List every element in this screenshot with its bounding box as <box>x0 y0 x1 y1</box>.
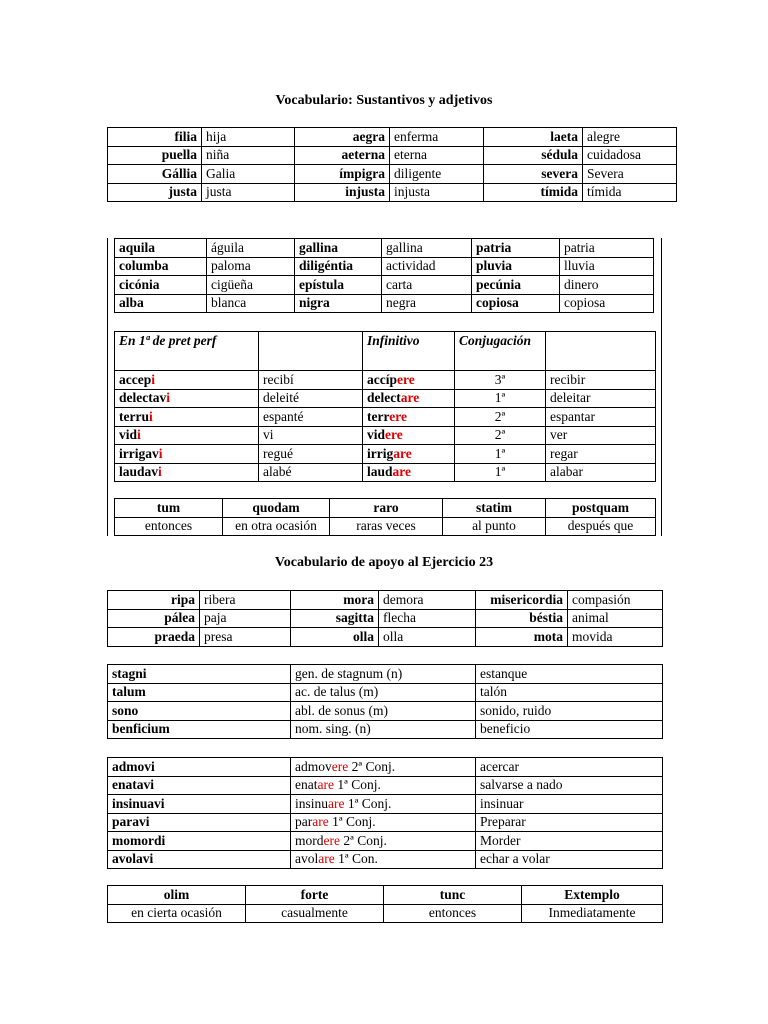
infinitive <box>291 758 476 777</box>
latin-verb: insinuavi <box>108 795 291 814</box>
latin-word: ripa <box>108 591 200 610</box>
title-sustantivos: Vocabulario: Sustantivos y adjetivos <box>275 93 493 108</box>
translation: alabé <box>259 463 363 482</box>
conj: 1ª Con. <box>334 851 378 867</box>
stem: enat <box>295 777 318 793</box>
infinitive <box>363 445 455 464</box>
meaning: tímida <box>583 183 677 202</box>
grammar: abl. de sonus (m) <box>291 702 476 721</box>
stem: vid <box>367 427 386 443</box>
stem: accep <box>119 371 152 387</box>
conj: 2ª Conj. <box>348 758 396 774</box>
translation: regué <box>259 445 363 464</box>
header-empty <box>259 332 363 371</box>
table-row <box>108 628 663 647</box>
ending: i <box>166 390 170 406</box>
meaning: acercar <box>476 758 663 777</box>
conjugation: 2ª <box>455 408 546 427</box>
meaning: ribera <box>200 591 291 610</box>
table-row <box>115 463 656 482</box>
meaning: niña <box>202 146 295 165</box>
adverb: statim <box>443 499 546 518</box>
meaning: Preparar <box>476 813 663 832</box>
latin-word: alba <box>115 294 207 313</box>
ending: are <box>328 795 345 811</box>
table-row <box>108 720 663 739</box>
latin-word: pecúnia <box>472 276 560 295</box>
latin-word: gallina <box>295 239 382 258</box>
meaning: hija <box>202 128 295 147</box>
perfect-form <box>115 463 259 482</box>
stem: terr <box>367 408 390 424</box>
latin-verb: paravi <box>108 813 291 832</box>
table-row <box>108 886 663 905</box>
latin-word: pluvia <box>472 257 560 276</box>
meaning: movida <box>568 628 663 647</box>
latin-word: olla <box>291 628 379 647</box>
latin-word: benficium <box>108 720 291 739</box>
table-apoyo-sustantivos <box>107 590 663 647</box>
stem: avol <box>295 851 319 867</box>
meaning: enferma <box>390 128 484 147</box>
ending: are <box>312 814 329 830</box>
table-row <box>108 128 677 147</box>
latin-word: diligéntia <box>295 257 382 276</box>
ending: are <box>392 464 412 480</box>
table-apoyo-sustantivos-2 <box>107 664 663 739</box>
perfect-form <box>115 426 259 445</box>
conjugation: 1ª <box>455 389 546 408</box>
infinitive <box>363 426 455 445</box>
adverb: tum <box>115 499 223 518</box>
header-infinitivo: Infinitivo <box>363 332 455 371</box>
adverb: tunc <box>384 886 522 905</box>
latin-word: misericordia <box>476 591 568 610</box>
table-row <box>115 408 656 427</box>
table-apoyo-adverbios <box>107 885 663 923</box>
ending: i <box>158 464 162 480</box>
meaning: paja <box>200 609 291 628</box>
table-row <box>115 371 656 390</box>
perfect-form <box>115 408 259 427</box>
table-row <box>108 165 677 184</box>
latin-word: sédula <box>484 146 583 165</box>
meaning: estanque <box>476 665 663 684</box>
meaning: deleitar <box>546 389 656 408</box>
latin-word: sagitta <box>291 609 379 628</box>
meaning: flecha <box>379 609 476 628</box>
latin-word: aquila <box>115 239 207 258</box>
translation: recibí <box>259 371 363 390</box>
ending: i <box>151 371 155 387</box>
table-apoyo-verbos <box>107 757 663 869</box>
stem: irrigav <box>119 445 159 461</box>
meaning: recibir <box>546 371 656 390</box>
latin-word: justa <box>108 183 202 202</box>
latin-word: nigra <box>295 294 382 313</box>
meaning: blanca <box>207 294 295 313</box>
ending: are <box>393 445 412 461</box>
table-row <box>108 702 663 721</box>
stem: par <box>295 814 313 830</box>
infinitive <box>291 776 476 795</box>
stem: delect <box>367 390 401 406</box>
latin-word: praeda <box>108 628 200 647</box>
meaning: alegre <box>583 128 677 147</box>
conj: 1ª Conj. <box>344 795 392 811</box>
latin-word: pálea <box>108 609 200 628</box>
stem: irrig <box>367 445 394 461</box>
meaning: negra <box>382 294 472 313</box>
header-empty <box>546 332 656 371</box>
meaning: águila <box>207 239 295 258</box>
latin-verb: momordi <box>108 832 291 851</box>
table-row <box>108 683 663 702</box>
translation: deleité <box>259 389 363 408</box>
latin-word: filia <box>108 128 202 147</box>
meaning: justa <box>202 183 295 202</box>
meaning: beneficio <box>476 720 663 739</box>
infinitive <box>363 371 455 390</box>
latin-word: sono <box>108 702 291 721</box>
meaning: después que <box>546 517 656 536</box>
table-sustantivos-adjetivos <box>107 127 677 202</box>
perfect-form <box>115 445 259 464</box>
stem: terru <box>119 408 149 424</box>
latin-word: aeterna <box>295 146 390 165</box>
meaning: echar a volar <box>476 850 663 869</box>
meaning: talón <box>476 683 663 702</box>
header-pret-perf: En 1ª de pret perf <box>115 332 259 371</box>
conjugation: 3ª <box>455 371 546 390</box>
latin-word: mora <box>291 591 379 610</box>
meaning: cigüeña <box>207 276 295 295</box>
meaning: carta <box>382 276 472 295</box>
table-row <box>115 499 656 518</box>
infinitive <box>363 389 455 408</box>
latin-word: patria <box>472 239 560 258</box>
meaning: gallina <box>382 239 472 258</box>
latin-word: copiosa <box>472 294 560 313</box>
latin-word: tímida <box>484 183 583 202</box>
ending: ere <box>389 408 407 424</box>
latin-word: Gállia <box>108 165 202 184</box>
grammar: gen. de stagnum (n) <box>291 665 476 684</box>
meaning: injusta <box>390 183 484 202</box>
perfect-form <box>115 389 259 408</box>
stem: vid <box>119 427 138 443</box>
table-row <box>108 146 677 165</box>
latin-verb: enatavi <box>108 776 291 795</box>
meaning: lluvia <box>560 257 654 276</box>
meaning: demora <box>379 591 476 610</box>
latin-word: columba <box>115 257 207 276</box>
table-row <box>115 389 656 408</box>
table-row <box>108 904 663 923</box>
conjugation: 1ª <box>455 463 546 482</box>
adverb: raro <box>330 499 443 518</box>
meaning: en otra ocasión <box>223 517 330 536</box>
adverb: olim <box>108 886 246 905</box>
conjugation: 1ª <box>455 445 546 464</box>
ending: are <box>400 390 420 406</box>
meaning: casualmente <box>246 904 384 923</box>
meaning: al punto <box>443 517 546 536</box>
meaning: dinero <box>560 276 654 295</box>
stem: insinu <box>295 795 329 811</box>
conj: 1ª Conj. <box>333 777 381 793</box>
latin-word: epístula <box>295 276 382 295</box>
ending: are <box>318 851 335 867</box>
ending: i <box>158 445 163 461</box>
adverb: Extemplo <box>522 886 663 905</box>
ending: are <box>317 777 334 793</box>
latin-verb: admovi <box>108 758 291 777</box>
infinitive <box>291 850 476 869</box>
ending: ere <box>385 427 403 443</box>
ending: i <box>148 408 153 424</box>
perfect-form <box>115 371 259 390</box>
table-row <box>108 776 663 795</box>
table-verbos <box>114 331 656 482</box>
table-row <box>108 795 663 814</box>
meaning: raras veces <box>330 517 443 536</box>
latin-word: aegra <box>295 128 390 147</box>
conj: 1ª Conj. <box>328 814 376 830</box>
latin-word: puella <box>108 146 202 165</box>
stem: laud <box>367 464 393 480</box>
translation: vi <box>259 426 363 445</box>
table-row <box>108 850 663 869</box>
table-row <box>108 832 663 851</box>
table-row <box>108 183 677 202</box>
conj: 2ª Conj. <box>339 832 387 848</box>
table-row <box>108 609 663 628</box>
meaning: regar <box>546 445 656 464</box>
table-row <box>115 257 654 276</box>
meaning: Inmediatamente <box>522 904 663 923</box>
table-row <box>115 239 654 258</box>
meaning: patria <box>560 239 654 258</box>
meaning: Morder <box>476 832 663 851</box>
latin-verb: avolavi <box>108 850 291 869</box>
table-row <box>108 813 663 832</box>
meaning: compasión <box>568 591 663 610</box>
grammar: nom. sing. (n) <box>291 720 476 739</box>
conjugation: 2ª <box>455 426 546 445</box>
meaning: en cierta ocasión <box>108 904 246 923</box>
stem: accíp <box>367 371 397 387</box>
meaning: Galia <box>202 165 295 184</box>
ending: ere <box>331 758 349 774</box>
meaning: salvarse a nado <box>476 776 663 795</box>
meaning: sonido, ruido <box>476 702 663 721</box>
stem: mord <box>295 832 324 848</box>
table-row <box>115 294 654 313</box>
translation: espanté <box>259 408 363 427</box>
infinitive <box>363 408 455 427</box>
meaning: espantar <box>546 408 656 427</box>
adverb: postquam <box>546 499 656 518</box>
latin-word: cicónia <box>115 276 207 295</box>
stem: delectav <box>119 390 167 406</box>
latin-word: talum <box>108 683 291 702</box>
table-row <box>115 426 656 445</box>
table-row <box>108 591 663 610</box>
table-row <box>115 276 654 295</box>
table-row <box>108 665 663 684</box>
table-row <box>115 517 656 536</box>
grammar: ac. de talus (m) <box>291 683 476 702</box>
latin-word: injusta <box>295 183 390 202</box>
meaning: animal <box>568 609 663 628</box>
meaning: copiosa <box>560 294 654 313</box>
meaning: insinuar <box>476 795 663 814</box>
ending: i <box>137 427 141 443</box>
meaning: entonces <box>384 904 522 923</box>
ending: ere <box>397 371 415 387</box>
latin-word: severa <box>484 165 583 184</box>
meaning: alabar <box>546 463 656 482</box>
meaning: presa <box>200 628 291 647</box>
table-row <box>108 758 663 777</box>
table-row <box>115 445 656 464</box>
adverb: quodam <box>223 499 330 518</box>
meaning: entonces <box>115 517 223 536</box>
latin-word: laeta <box>484 128 583 147</box>
stem: admov <box>295 758 332 774</box>
meaning: olla <box>379 628 476 647</box>
infinitive <box>291 795 476 814</box>
meaning: Severa <box>583 165 677 184</box>
infinitive <box>363 463 455 482</box>
title-ejercicio-23: Vocabulario de apoyo al Ejercicio 23 <box>274 555 494 570</box>
meaning: eterna <box>390 146 484 165</box>
meaning: actividad <box>382 257 472 276</box>
stem: laudav <box>119 464 159 480</box>
meaning: diligente <box>390 165 484 184</box>
latin-word: béstia <box>476 609 568 628</box>
meaning: cuidadosa <box>583 146 677 165</box>
meaning: ver <box>546 426 656 445</box>
ending: ere <box>323 832 340 848</box>
latin-word: ímpigra <box>295 165 390 184</box>
latin-word: mota <box>476 628 568 647</box>
adverb: forte <box>246 886 384 905</box>
table-adverbios <box>114 498 656 536</box>
header-conjugacion: Conjugación <box>455 332 546 371</box>
infinitive <box>291 813 476 832</box>
infinitive <box>291 832 476 851</box>
table-sustantivos-2 <box>114 238 654 313</box>
meaning: paloma <box>207 257 295 276</box>
table-header-row <box>115 332 656 371</box>
latin-word: stagni <box>108 665 291 684</box>
